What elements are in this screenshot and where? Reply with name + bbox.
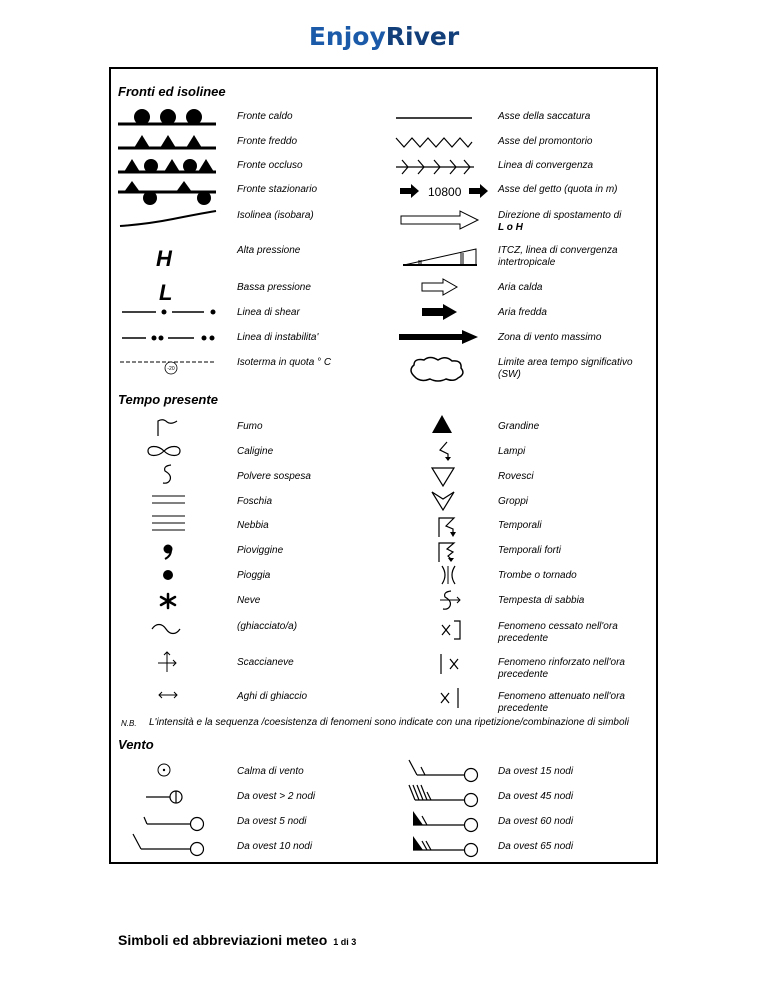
label-direzione-spostamento <box>498 210 648 234</box>
label-lampi: Lampi <box>498 446 526 457</box>
label-grandine: Grandine <box>498 421 540 432</box>
hail-icon <box>431 414 453 434</box>
nb-label: N.B. <box>121 719 137 728</box>
label-zona-vento-massimo: Zona di vento massimo <box>498 332 602 343</box>
warm-air-arrow-icon <box>421 279 459 295</box>
sandstorm-icon <box>438 589 462 611</box>
nb-note: L'intensità e la sequenza /coesistenza di fenomeni sono indicate con una ripetizione/combinazione di simboli <box>149 717 629 728</box>
stationary-front-icon <box>118 178 218 208</box>
drifting-snow-icon <box>156 650 178 674</box>
label-isoterma: Isoterma in quota ° C <box>237 357 332 368</box>
rain-icon <box>161 568 175 582</box>
fog-icon <box>152 513 186 535</box>
tornado-icon <box>438 564 460 586</box>
isotherm-value: -20 <box>167 366 175 372</box>
label-fumo: Fumo <box>237 421 263 432</box>
label-fenomeno-cessato: Fenomeno cessato nell'ora precedente <box>498 621 618 644</box>
smoke-icon <box>155 417 179 437</box>
label-linea-instabilita: Linea di instabilita' <box>237 332 319 343</box>
footer <box>118 932 356 948</box>
cold-front-icon <box>118 130 218 154</box>
label-ovest-60-nodi: Da ovest 60 nodi <box>498 816 574 827</box>
label-neve: Neve <box>237 595 261 606</box>
label-pioviggine: Pioviggine <box>237 545 284 556</box>
cold-air-arrow-icon <box>421 304 459 320</box>
haze-icon <box>146 444 182 458</box>
label-pioggia: Pioggia <box>237 570 271 581</box>
label-ovest-65-nodi: Da ovest 65 nodi <box>498 841 574 852</box>
label-fronte-freddo: Fronte freddo <box>237 136 298 147</box>
label-ovest-10-nodi: Da ovest 10 nodi <box>237 841 313 852</box>
label-aghi-ghiaccio: Aghi di ghiaccio <box>237 691 308 702</box>
label-rovesci: Rovesci <box>498 471 534 482</box>
label-fenomeno-rinforzato: Fenomeno rinforzato nell'ora precedente <box>498 657 625 680</box>
thunderstorm-icon <box>436 515 460 539</box>
ridge-axis-icon <box>396 134 474 150</box>
label-temporali: Temporali <box>498 520 542 531</box>
shear-line-icon <box>118 305 218 319</box>
label-itcz: ITCZ, linea di convergenza intertropicale <box>498 245 618 268</box>
convergence-line-icon <box>396 158 476 176</box>
wind-60-knots-icon <box>405 808 479 834</box>
wind-65-knots-icon <box>405 833 479 859</box>
label-calma-vento: Calma di vento <box>237 766 304 777</box>
wind-45-knots-icon <box>405 783 479 809</box>
section-title-tempo: Tempo presente <box>118 392 218 407</box>
wind-over-2-knots-icon <box>145 788 185 806</box>
wind-15-knots-icon <box>405 758 479 784</box>
label-ovest-5-nodi: Da ovest 5 nodi <box>237 816 307 827</box>
label-aria-fredda: Aria fredda <box>498 307 547 318</box>
label-groppi: Groppi <box>498 496 529 507</box>
freezing-icon <box>150 622 182 636</box>
label-ovest-45-nodi: Da ovest 45 nodi <box>498 791 574 802</box>
label-temporali-forti: Temporali forti <box>498 545 561 556</box>
label-linea-shear: Linea di shear <box>237 307 300 318</box>
lightning-icon <box>437 440 453 462</box>
mist-icon <box>152 493 186 507</box>
label-nebbia: Nebbia <box>237 520 269 531</box>
high-pressure-letter: H <box>156 246 172 271</box>
label-tempesta-sabbia: Tempesta di sabbia <box>498 595 585 606</box>
showers-icon <box>430 466 456 488</box>
phenomenon-weakened-icon <box>438 686 464 710</box>
snow-icon <box>158 592 178 610</box>
section-title-fronti: Fronti ed isolinee <box>118 84 226 99</box>
footer-title: Simboli ed abbreviazioni meteo <box>118 932 328 948</box>
label-fronte-caldo: Fronte caldo <box>237 111 293 122</box>
calm-wind-icon <box>156 762 172 778</box>
logo-part1: Enjoy <box>308 22 386 51</box>
occluded-front-icon <box>118 153 218 179</box>
label-isolinea: Isolinea (isobara) <box>237 210 314 221</box>
label-fronte-stazionario: Fronte stazionario <box>237 184 318 195</box>
logo <box>0 22 768 51</box>
label-foschia: Foschia <box>237 496 273 507</box>
label-polvere-sospesa: Polvere sospesa <box>237 471 311 482</box>
itcz-icon <box>403 247 477 271</box>
label-ovest-15-nodi: Da ovest 15 nodi <box>498 766 574 777</box>
wind-5-knots-icon <box>143 812 205 834</box>
section-title-vento: Vento <box>118 737 154 752</box>
isotherm-icon <box>118 355 218 379</box>
drizzle-icon <box>162 543 176 561</box>
label-ovest-2-nodi: Da ovest > 2 nodi <box>237 791 316 802</box>
movement-direction-arrow-icon <box>400 210 480 230</box>
heavy-thunderstorm-icon <box>436 540 460 564</box>
label-caligine: Caligine <box>237 446 274 457</box>
significant-weather-boundary-icon <box>408 356 466 382</box>
label-trombe-tornado: Trombe o tornado <box>498 570 577 581</box>
low-pressure-letter: L <box>159 280 173 305</box>
label-ghiacciato: (ghiacciato/a) <box>237 621 298 632</box>
ice-needles-icon <box>157 690 179 700</box>
wind-10-knots-icon <box>131 832 205 858</box>
logo-part2: River <box>385 22 460 51</box>
label-aria-calda: Aria calda <box>498 282 543 293</box>
phenomenon-ceased-icon <box>438 618 464 642</box>
label-asse-getto: Asse del getto (quota in m) <box>498 184 618 195</box>
label-fenomeno-attenuato: Fenomeno attenuato nell'ora precedente <box>498 691 625 714</box>
jet-value: 10800 <box>428 185 462 199</box>
isobar-icon <box>118 208 218 228</box>
dust-icon <box>160 463 176 485</box>
jet-arrow-right-icon <box>469 184 489 198</box>
label-scaccianeve: Scaccianeve <box>237 657 294 668</box>
label-linea-convergenza: Linea di convergenza <box>498 160 594 171</box>
label-bassa-pressione: Bassa pressione <box>237 282 311 293</box>
label-asse-saccatura: Asse della saccatura <box>498 111 591 122</box>
page-number: 1 di 3 <box>333 937 357 947</box>
instability-line-icon <box>118 331 218 345</box>
max-wind-zone-arrow-icon <box>398 329 480 345</box>
label-fronte-occluso: Fronte occluso <box>237 160 303 171</box>
trough-axis-icon <box>396 114 474 122</box>
label-direzione-bold: L o H <box>498 222 523 233</box>
phenomenon-increased-icon <box>436 652 462 676</box>
label-alta-pressione: Alta pressione <box>237 245 301 256</box>
jet-arrow-left-icon <box>400 184 420 198</box>
label-asse-promontorio: Asse del promontorio <box>498 136 593 147</box>
warm-front-icon <box>118 100 218 130</box>
label-limite-area-sw: Limite area tempo significativo (SW) <box>498 357 633 380</box>
squall-icon <box>430 490 456 512</box>
label-direzione-text: Direzione di spostamento di <box>498 210 622 221</box>
